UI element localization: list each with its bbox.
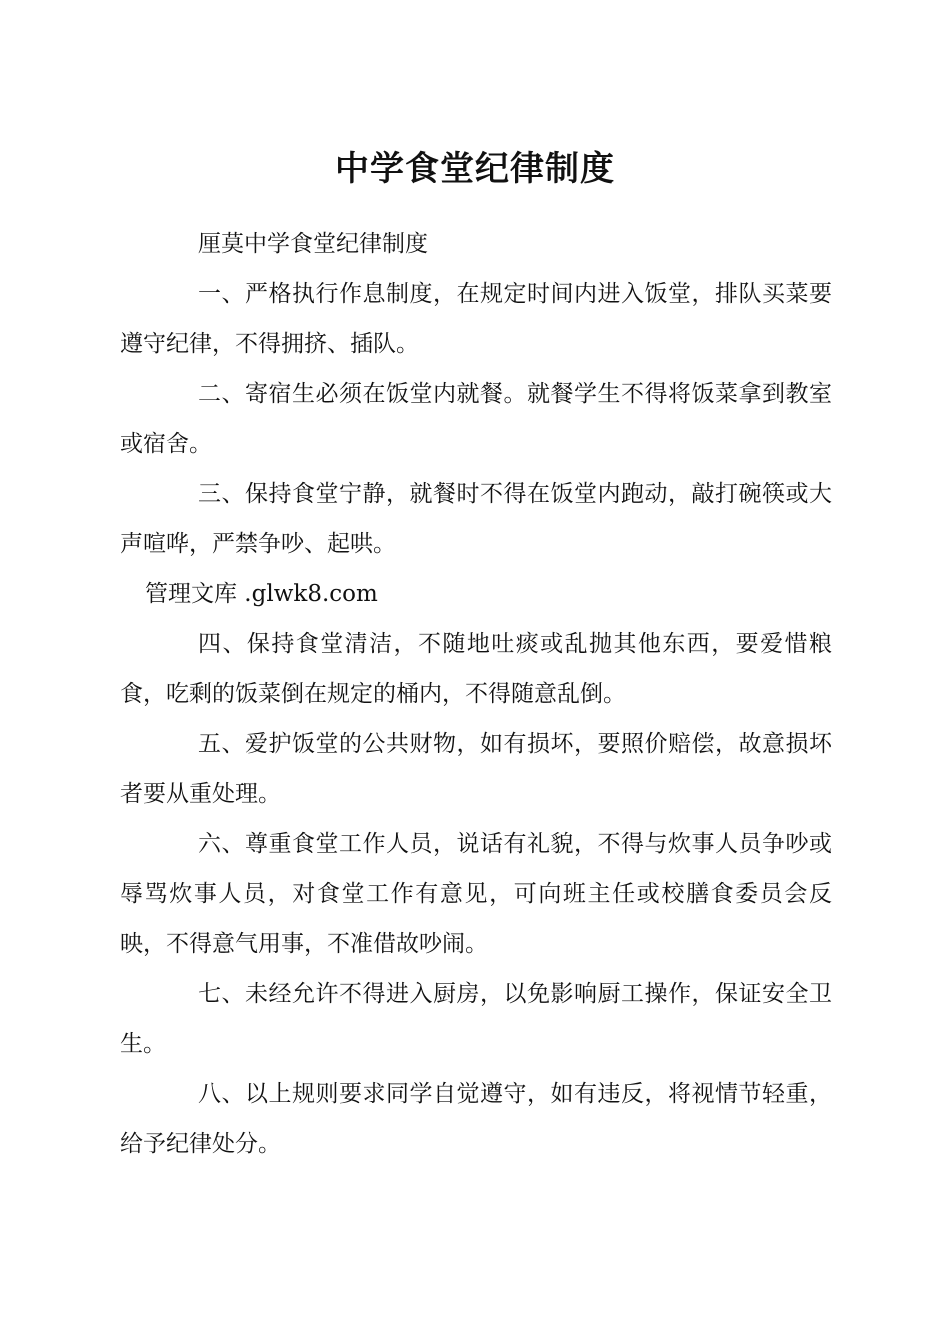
document-title: 中学食堂纪律制度 [335, 149, 615, 189]
document-subtitle: 厘莫中学食堂纪律制度 [198, 231, 428, 257]
rule-paragraph-1: 一、严格执行作息制度，在规定时间内进入饭堂，排队买菜要遵守纪律，不得拥挤、插队。 [120, 281, 832, 357]
rule-paragraph-6: 六、尊重食堂工作人员，说话有礼貌，不得与炊事人员争吵或辱骂炊事人员，对食堂工作有意见，可向班主任或校膳食委员会反映，不得意气用事，不准借故吵闹。 [120, 831, 832, 957]
rule-paragraph-2: 二、寄宿生必须在饭堂内就餐。就餐学生不得将饭菜拿到教室或宿舍。 [120, 381, 832, 457]
rule-paragraph-8: 八、以上规则要求同学自觉遵守，如有违反，将视情节轻重，给予纪律处分。 [120, 1081, 832, 1157]
rule-paragraph-3: 三、保持食堂宁静，就餐时不得在饭堂内跑动，敲打碗筷或大声喧哗，严禁争吵、起哄。 [120, 481, 832, 557]
source-watermark-line: 管理文库 .glwk8.com [145, 581, 378, 607]
rule-paragraph-7: 七、未经允许不得进入厨房，以免影响厨工操作，保证安全卫生。 [120, 981, 832, 1057]
document-body [120, 219, 832, 1169]
rule-paragraph-4: 四、保持食堂清洁，不随地吐痰或乱抛其他东西，要爱惜粮食，吃剩的饭菜倒在规定的桶内，不得随意乱倒。 [120, 631, 832, 707]
rule-paragraph-5: 五、爱护饭堂的公共财物，如有损坏，要照价赔偿，故意损坏者要从重处理。 [120, 731, 832, 807]
